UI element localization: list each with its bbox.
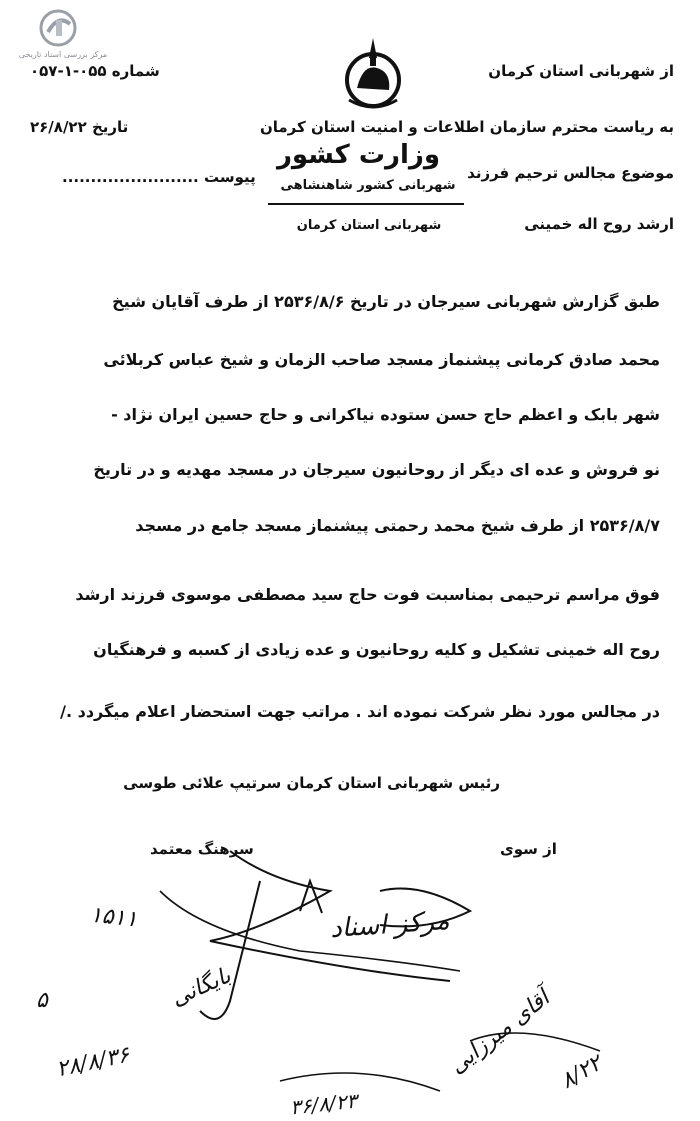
body-line-1: طبق گزارش شهربانی سیرجان در تاریخ ۲۵۳۶/۸/۶ از طرف آقایان شیخ: [112, 292, 660, 311]
number-label: شماره: [111, 62, 160, 80]
handwritten-note-f: ۵: [36, 988, 48, 1013]
watermark: [8, 8, 118, 63]
handwritten-note-g: ۸/۲۲: [556, 1050, 607, 1095]
attachment-label: پیوست: [204, 168, 256, 186]
attachment-value: ........................: [62, 168, 199, 186]
chief-signature-line: رئیس شهربانی استان کرمان سرتیپ علائی طوسی: [123, 774, 500, 792]
handwritten-note-c: بایگانی: [167, 963, 235, 1012]
handwritten-note-d: ۲۸/۸/۳۶: [54, 1042, 132, 1083]
from-line: از شهربانی استان کرمان: [488, 62, 674, 80]
ministry-title: وزارت کشور: [276, 140, 440, 170]
attachment-field: [62, 168, 256, 186]
handwritten-note-a: ۱۵۱۱: [88, 902, 139, 933]
org-title: شهربانی کشور شاهنشاهی: [280, 178, 456, 193]
date-field: [30, 118, 128, 136]
date-label: تاریخ: [91, 118, 129, 136]
watermark-text: مرکز بررسی اسناد تاریخی: [18, 50, 108, 59]
body-line-6: فوق مراسم ترحیمی بمناسبت فوت حاج سید مصطفی موسوی فرزند ارشد: [75, 585, 660, 604]
handwritten-note-e: آقای میرزایی: [444, 985, 555, 1080]
from-label: از سوی: [500, 840, 557, 858]
subject-line: موضوع مجالس ترحیم فرزند: [467, 164, 674, 182]
body-line-7: روح اله خمینی تشکیل و کلیه روحانیون و عده زیادی از کسبه و فرهنگیان: [93, 640, 660, 659]
sub-org-title: شهربانی استان کرمان: [296, 218, 442, 233]
deputy-name: سرهنگ معتمد: [150, 840, 254, 858]
letterhead-divider: [268, 203, 464, 205]
body-line-5: ۲۵۳۶/۸/۷ از طرف شیخ محمد رحمتی پیشنماز مسجد جامع در مسجد: [135, 516, 660, 535]
archive-center-logo-icon: [38, 8, 78, 48]
handwritten-note-b: مرکز اسناد: [329, 905, 451, 945]
body-line-3: شهر بابک و اعظم حاج حسن ستوده نیاکرانی و حاج حسین ایران نژاد -: [111, 405, 660, 424]
subject-cont: ارشد روح اله خمینی: [524, 215, 674, 233]
date-value: ۲۶/۸/۲۲: [30, 118, 87, 136]
body-line-2: محمد صادق کرمانی پیشنماز مسجد صاحب الزمان و شیخ عباس کربلائی: [103, 350, 660, 369]
number-value: ۰۵۵-۱-۰۵۷: [30, 62, 107, 80]
to-line: به ریاست محترم سازمان اطلاعات و امنیت استان کرمان: [259, 118, 674, 136]
lion-and-sun-emblem-icon: [333, 30, 413, 120]
number-field: [30, 62, 160, 80]
handwritten-note-h: ۳۶/۸/۲۳: [288, 1088, 359, 1120]
body-line-8: در مجالس مورد نظر شرکت نموده اند . مراتب جهت استحضار اعلام میگردد ./: [60, 702, 660, 721]
body-line-4: نو فروش و عده ای دیگر از روحانیون سیرجان در مسجد مهدیه و در تاریخ: [93, 460, 660, 479]
